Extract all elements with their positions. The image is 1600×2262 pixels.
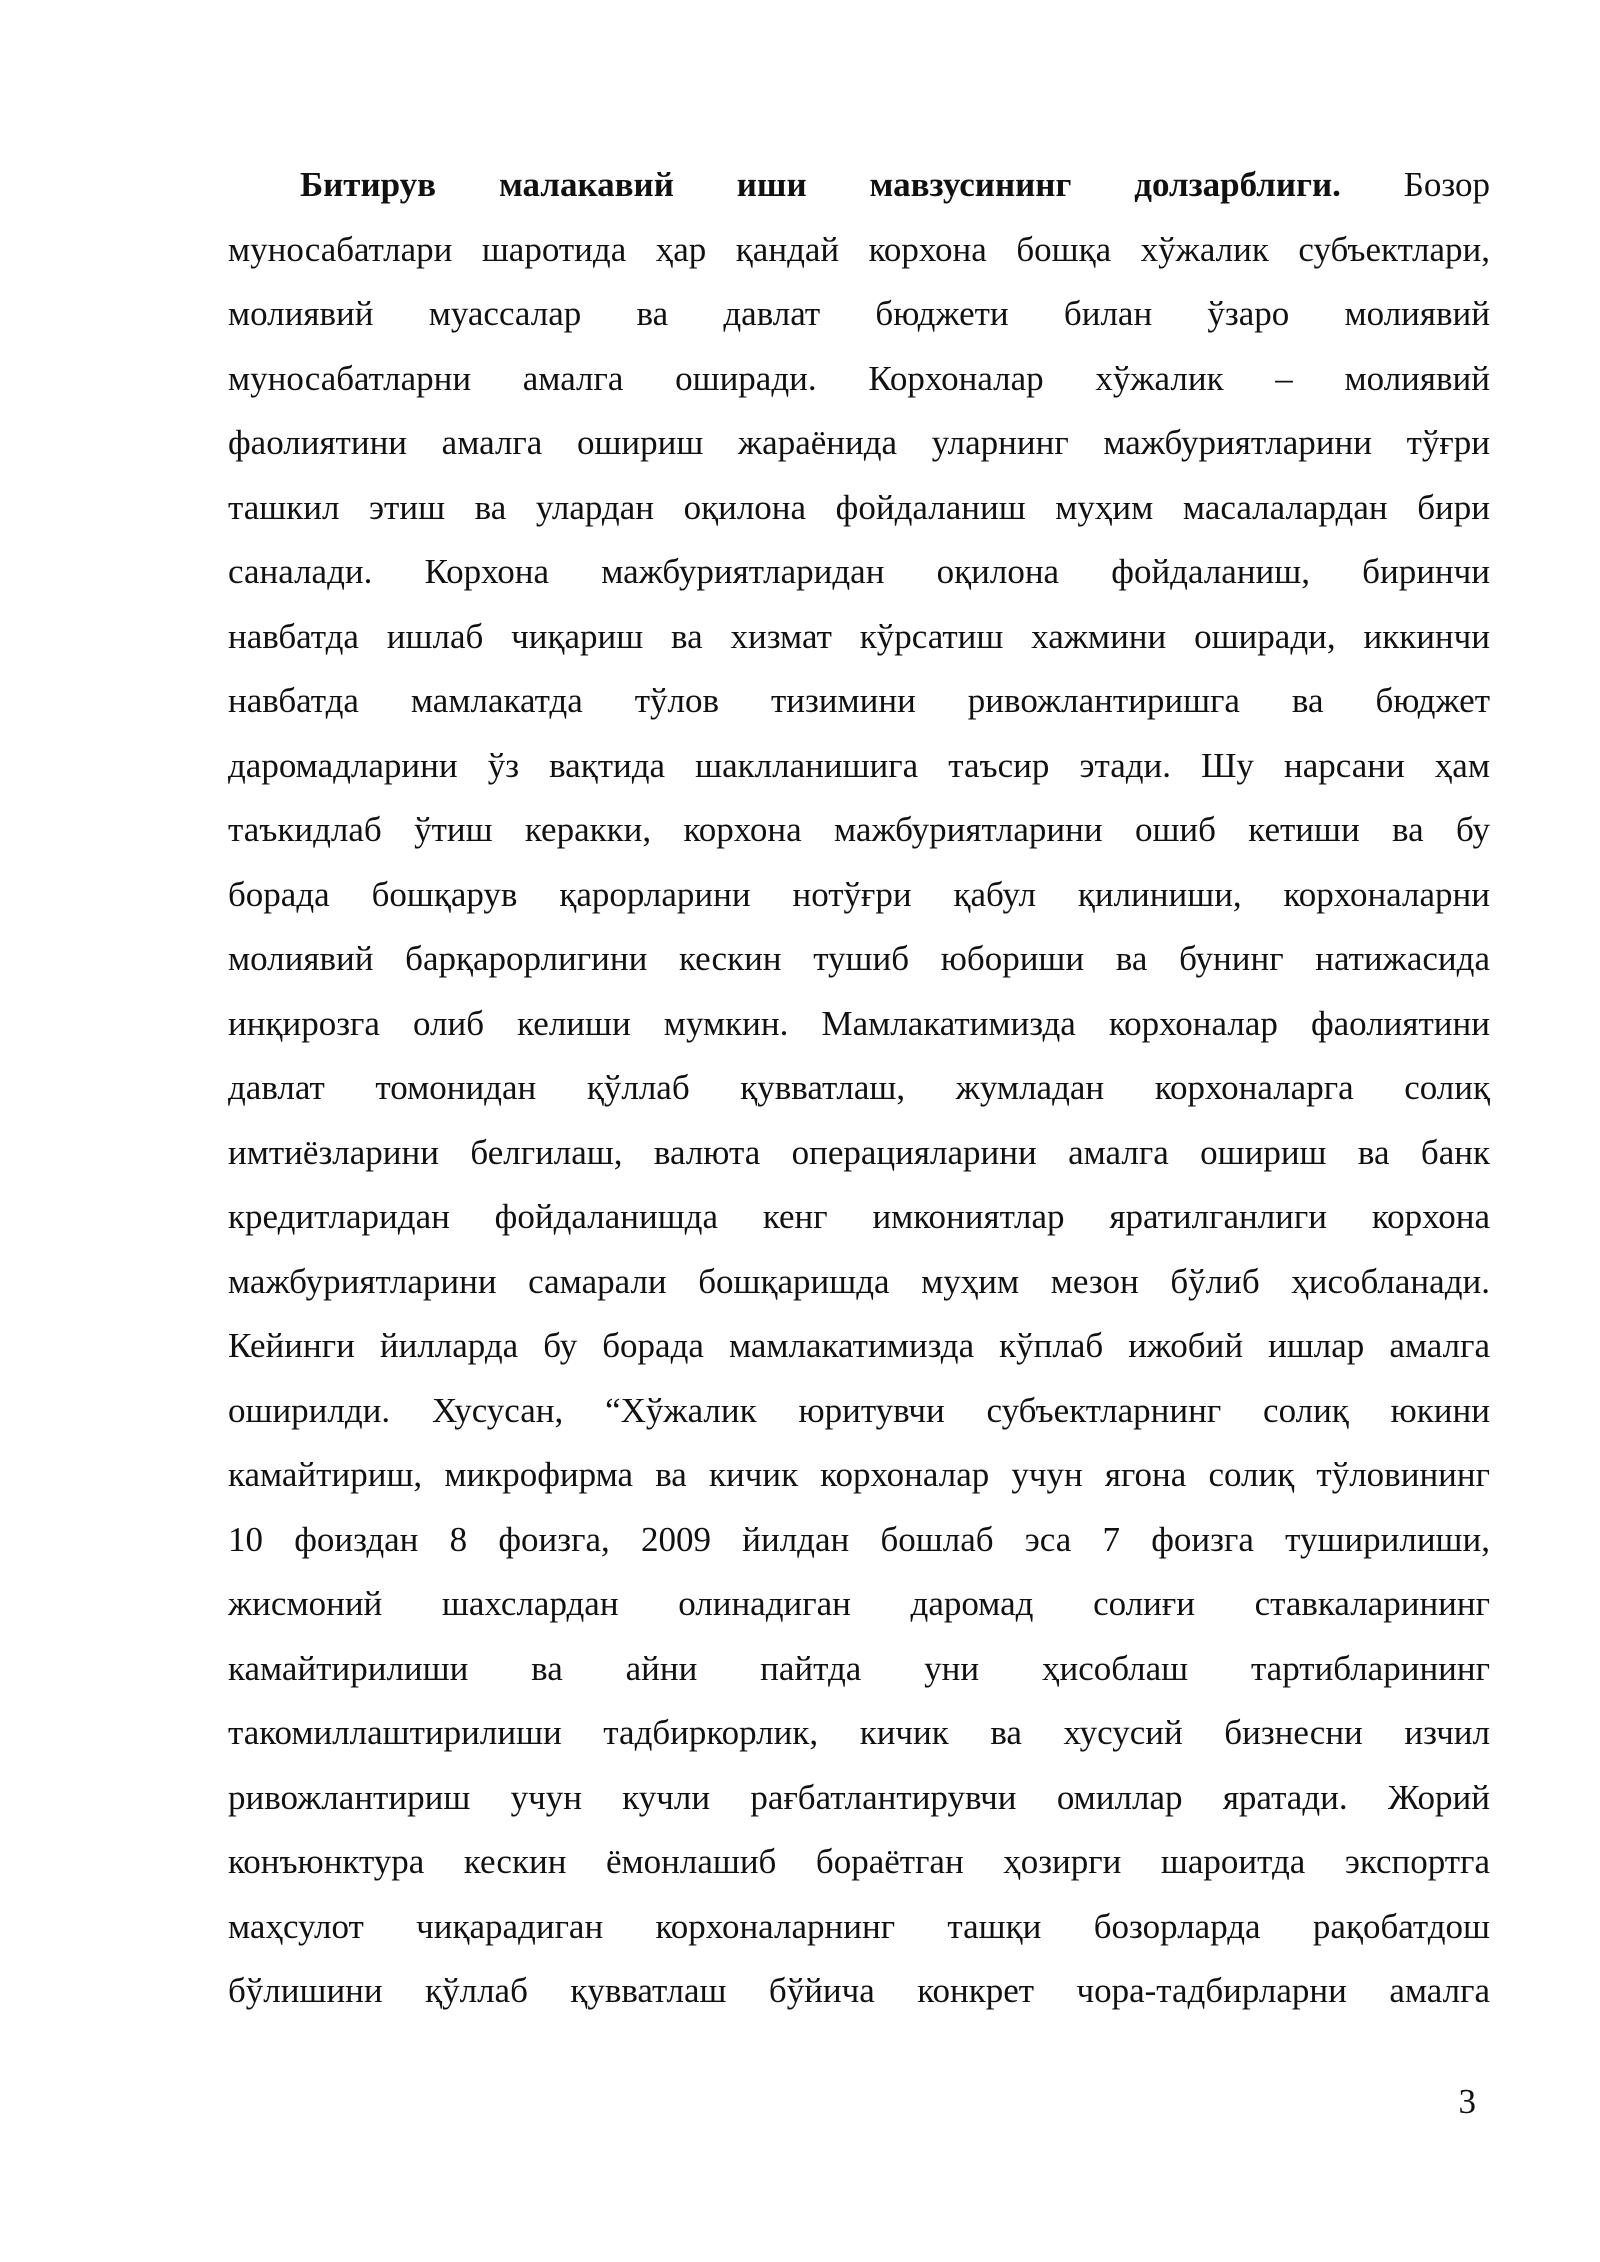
text-line: давлат томонидан қўллаб қувватлаш, жумладан корхоналарга солиқ xyxy=(228,1068,1490,1107)
text-line: навбатда ишлаб чиқариш ва хизмат кўрсатиш хажмини оширади, иккинчи xyxy=(228,616,1490,656)
first-line-text: Бозор xyxy=(1340,165,1490,204)
text-line: камайтирилиши ва айни пайтда уни ҳисоблаш тартибларининг xyxy=(228,1648,1490,1688)
body-text xyxy=(228,153,1490,2024)
text-line: борада бошқарув қарорларини нотўғри қабул қилиниши, корхоналарни xyxy=(228,874,1490,914)
page-number: 3 xyxy=(1458,2082,1476,2121)
text-line: молиявий барқарорлигини кескин тушиб юбориши ва бунинг натижасида xyxy=(228,939,1490,978)
text-line: инқирозга олиб келиши мумкин. Мамлакатимизда корхоналар фаолиятини xyxy=(228,1003,1490,1043)
text-line: жисмоний шахслардан олинадиган даромад солиғи ставкаларининг xyxy=(228,1584,1490,1623)
first-paragraph-line xyxy=(228,153,1490,218)
text-line: ташкил этиш ва улардан оқилона фойдаланиш муҳим масалалардан бири xyxy=(228,487,1490,527)
text-line: навбатда мамлакатда тўлов тизимини ривожлантиришга ва бюджет xyxy=(228,681,1490,720)
text-line: муносабатлари шаротида ҳар қандай корхона бошқа хўжалик субъектлари, xyxy=(228,229,1490,269)
text-line: фаолиятини амалга ошириш жараёнида уларнинг мажбуриятларини тўғри xyxy=(228,423,1490,462)
text-line: даромадларини ўз вақтида шаклланишига таъсир этади. Шу нарсани ҳам xyxy=(228,745,1490,785)
section-heading: Битирув малакавий иши мавзусининг долзарблиги. xyxy=(300,165,1341,204)
text-line: ривожлантириш учун кучли рағбатлантирувчи омиллар яратади. Жорий xyxy=(228,1777,1490,1817)
text-line: муносабатларни амалга оширади. Корхоналар хўжалик – молиявий xyxy=(228,358,1490,398)
text-line: конъюнктура кескин ёмонлашиб бораётган ҳозирги шароитда экспортга xyxy=(228,1842,1490,1881)
text-line: молиявий муассалар ва давлат бюджети билан ўзаро молиявий xyxy=(228,294,1490,333)
text-line: имтиёзларини белгилаш, валюта операцияларини амалга ошириш ва банк xyxy=(228,1132,1490,1172)
text-line: таъкидлаб ўтиш керакки, корхона мажбуриятларини ошиб кетиши ва бу xyxy=(228,810,1490,849)
text-line: камайтириш, микрофирма ва кичик корхоналар учун ягона солиқ тўловининг xyxy=(228,1455,1490,1494)
text-line: бўлишини қўллаб қувватлаш бўйича конкрет чора-тадбирларни амалга xyxy=(228,1971,1490,2010)
text-line: Кейинги йилларда бу борада мамлакатимизда кўплаб ижобий ишлар амалга xyxy=(228,1326,1490,1365)
text-line: кредитларидан фойдаланишда кенг имкониятлар яратилганлиги корхона xyxy=(228,1197,1490,1236)
text-line: мажбуриятларини самарали бошқаришда муҳим мезон бўлиб ҳисобланади. xyxy=(228,1261,1490,1301)
text-line: такомиллаштирилиши тадбиркорлик, кичик ва хусусий бизнесни изчил xyxy=(228,1713,1490,1752)
text-line: маҳсулот чиқарадиган корхоналарнинг ташқи бозорларда рақобатдош xyxy=(228,1906,1490,1946)
text-line: оширилди. Хусусан, “Хўжалик юритувчи субъектларнинг солиқ юкини xyxy=(228,1390,1490,1430)
text-line: саналади. Корхона мажбуриятларидан оқилона фойдаланиш, биринчи xyxy=(228,552,1490,591)
text-line: 10 фоиздан 8 фоизга, 2009 йилдан бошлаб эса 7 фоизга туширилиши, xyxy=(228,1519,1490,1559)
